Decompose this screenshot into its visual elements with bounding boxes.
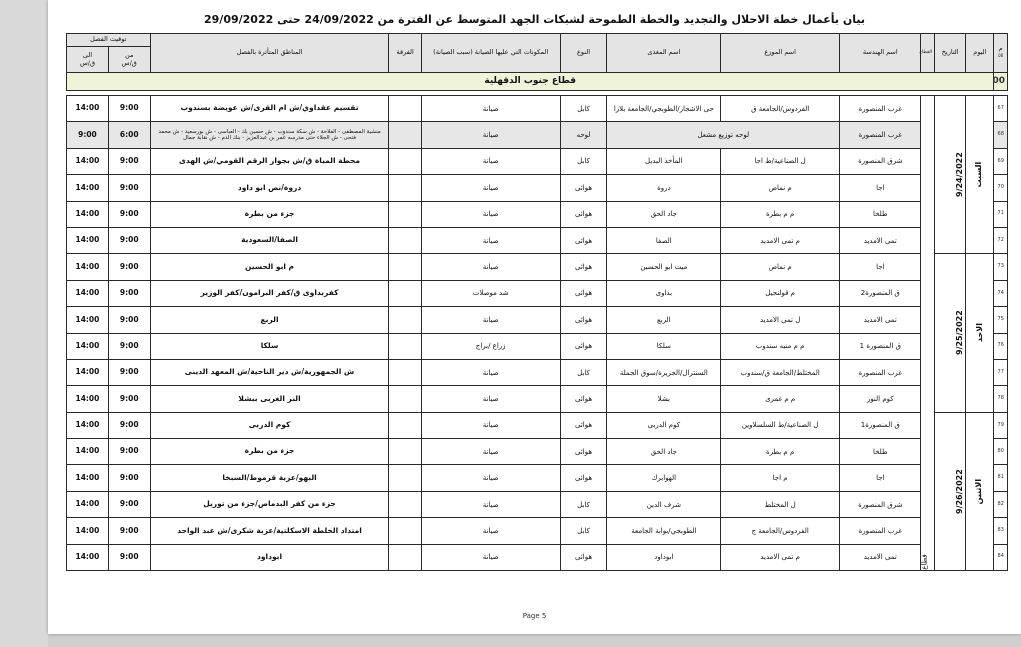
document-page	[48, 0, 1021, 634]
components-cell: صيانة	[421, 518, 560, 544]
page-number: Page 5	[522, 612, 547, 620]
distributor-cell: الفردوس/الجامعة ج	[721, 518, 840, 544]
to-time-cell: 14:00	[67, 386, 109, 412]
distributor-cell: م نماص	[721, 175, 840, 201]
table-row	[67, 201, 1008, 227]
distributor-cell: م قولنجيل	[721, 280, 840, 306]
type-cell: هوائى	[560, 333, 607, 359]
sector-vertical-cell-text: قطاع	[920, 554, 929, 570]
row-number: 78	[994, 386, 1008, 412]
from-time-cell: 9:00	[108, 96, 150, 122]
to-time-cell: 14:00	[67, 439, 109, 465]
team-cell	[389, 254, 421, 280]
row-number: 82	[994, 491, 1008, 517]
row-number: 76	[994, 333, 1008, 359]
type-cell: هوائى	[560, 412, 607, 438]
affected-areas-cell: كوم الدربى	[150, 412, 389, 438]
affected-areas-cell: البر الغربى ببشلا	[150, 386, 389, 412]
team-cell	[389, 333, 421, 359]
to-time-cell: 14:00	[67, 148, 109, 174]
engineering-cell: تمى الامديد	[840, 544, 921, 570]
affected-areas-cell: كفربداوى ق/كفر البرامون/كفر الوزير	[150, 280, 389, 306]
header-to: الى ق/س	[67, 47, 109, 73]
feeder-cell: بداوى	[607, 280, 721, 306]
components-cell: صيانة	[421, 412, 560, 438]
engineering-cell: ق المنصورة1	[840, 412, 921, 438]
team-cell	[389, 122, 421, 148]
team-cell	[389, 544, 421, 570]
distributor-cell: م م بطرة	[721, 201, 840, 227]
from-time-cell: 9:00	[108, 307, 150, 333]
row-number: 68	[994, 122, 1008, 148]
feeder-cell: الطوبجي/بوابة الجامعة	[607, 518, 721, 544]
team-cell	[389, 307, 421, 333]
feeder-cell: شرف الدين	[607, 491, 721, 517]
engineering-cell: غرب المنصورة	[840, 96, 921, 122]
team-cell	[389, 148, 421, 174]
type-cell: هوائى	[560, 386, 607, 412]
row-number: 75	[994, 307, 1008, 333]
type-cell: لوحه	[560, 122, 607, 148]
header-affected-areas: المناطق المتأثرة بالفصل	[150, 34, 389, 73]
day-cell-text: الاحد	[975, 323, 985, 343]
row-number: 71	[994, 201, 1008, 227]
row-number: 67	[994, 96, 1008, 122]
components-cell: صيانة	[421, 491, 560, 517]
table-header	[67, 34, 1008, 73]
table-row	[67, 122, 1008, 148]
feeder-cell: الربع	[607, 307, 721, 333]
from-time-cell: 9:00	[108, 359, 150, 385]
type-cell: هوائى	[560, 465, 607, 491]
day-cell	[966, 412, 994, 570]
day-cell-text: السبت	[974, 161, 984, 188]
to-time-cell: 14:00	[67, 96, 109, 122]
engineering-cell: غرب المنصورة	[840, 518, 921, 544]
to-time-cell: 9:00	[67, 122, 109, 148]
team-cell	[389, 96, 421, 122]
engineering-cell: اجا	[840, 254, 921, 280]
to-time-cell: 14:00	[67, 465, 109, 491]
from-time-cell: 9:00	[108, 465, 150, 491]
team-cell	[389, 518, 421, 544]
from-time-cell: 6:00	[108, 122, 150, 148]
affected-areas-cell: ابوداود	[150, 544, 389, 570]
from-time-cell: 9:00	[108, 544, 150, 570]
header-cut-time: توقيت الفصل	[67, 34, 151, 47]
feeder-cell: الهوابرك	[607, 465, 721, 491]
row-number: 84	[994, 544, 1008, 570]
to-time-cell: 14:00	[67, 227, 109, 253]
affected-areas-cell: جزء من بطرة	[150, 201, 389, 227]
row-number: 72	[994, 227, 1008, 253]
table-row	[67, 333, 1008, 359]
affected-areas-cell: تقسيم عقداوي/ش ام القرى/ش عويضة بسندوب	[150, 96, 389, 122]
to-time-cell: 14:00	[67, 491, 109, 517]
table-row	[67, 359, 1008, 385]
header-num: م 00	[994, 34, 1008, 73]
table-row	[67, 412, 1008, 438]
components-cell: صيانة	[421, 148, 560, 174]
components-cell: شد موصلات	[421, 280, 560, 306]
engineering-cell: تمى الامديد	[840, 227, 921, 253]
feeder-cell: ميت ابو الحسين	[607, 254, 721, 280]
affected-areas-cell: البهو/عزبة قرموط/السبخا	[150, 465, 389, 491]
distributor-cell: م اجا	[721, 465, 840, 491]
header-type: النوع	[560, 34, 607, 73]
engineering-cell: اجا	[840, 465, 921, 491]
components-cell: صيانة	[421, 307, 560, 333]
components-cell: زراع /براج	[421, 333, 560, 359]
affected-areas-cell: م ابو الحسين	[150, 254, 389, 280]
row-number: 74	[994, 280, 1008, 306]
from-time-cell: 9:00	[108, 412, 150, 438]
feeder-cell: حى الاشجار/الطوبجي/الجامعة بلازا	[607, 96, 721, 122]
table-row	[67, 465, 1008, 491]
header-sector: القطاع	[921, 34, 935, 73]
team-cell	[389, 386, 421, 412]
engineering-cell: شرق المنصورة	[840, 491, 921, 517]
distributor-cell: م تمى الامديد	[721, 227, 840, 253]
affected-areas-cell: سلكا	[150, 333, 389, 359]
table-row	[67, 254, 1008, 280]
components-cell: صيانة	[421, 254, 560, 280]
components-cell: صيانة	[421, 359, 560, 385]
affected-areas-cell: منشية المصطفى - الفلاحة - ش سكة سندوب - ش حسين بك - العباسى - ش بورسعيد - ش محمد فتحى - ش الجلاء حتى مدرسه عمر بن عبدالعزيز - بنك الدم - ش نقابة جمال	[150, 122, 389, 148]
row-number: 77	[994, 359, 1008, 385]
type-cell: هوائى	[560, 439, 607, 465]
type-cell: كابل	[560, 359, 607, 385]
distributor-cell: م م بطرة	[721, 439, 840, 465]
feeder-cell: بشلا	[607, 386, 721, 412]
to-time-cell: 14:00	[67, 201, 109, 227]
distributor-cell: م م غمرى	[721, 386, 840, 412]
feeder-cell: دروة	[607, 175, 721, 201]
table-row	[67, 175, 1008, 201]
sector-row	[67, 73, 1008, 91]
from-time-cell: 9:00	[108, 280, 150, 306]
components-cell: صيانة	[421, 465, 560, 491]
from-time-cell: 9:00	[108, 227, 150, 253]
sector-title: قطاع جنوب الدقهلية	[67, 73, 994, 91]
table-row	[67, 280, 1008, 306]
distributor-cell: م م منيه سندوب	[721, 333, 840, 359]
header-distributor: اسم الموزع	[721, 34, 840, 73]
table-row	[67, 227, 1008, 253]
type-cell: هوائى	[560, 280, 607, 306]
table-row	[67, 96, 1008, 122]
components-cell: صيانة	[421, 386, 560, 412]
team-cell	[389, 491, 421, 517]
row-number: 69	[994, 148, 1008, 174]
row-number: 79	[994, 412, 1008, 438]
team-cell	[389, 412, 421, 438]
affected-areas-cell: الصفا/السعودية	[150, 227, 389, 253]
table-row	[67, 307, 1008, 333]
distributor-cell: ل المختلط	[721, 491, 840, 517]
to-time-cell: 14:00	[67, 412, 109, 438]
components-cell: صيانة	[421, 175, 560, 201]
type-cell: هوائى	[560, 254, 607, 280]
affected-areas-cell: ش الجمهورية/ش دير الناحية/ش المعهد الدينى	[150, 359, 389, 385]
row-number: 81	[994, 465, 1008, 491]
components-cell: صيانة	[421, 201, 560, 227]
table-row	[67, 386, 1008, 412]
viewer-left-margin	[0, 0, 48, 647]
components-cell: صيانة	[421, 122, 560, 148]
team-cell	[389, 280, 421, 306]
engineering-cell: شرق المنصورة	[840, 148, 921, 174]
affected-areas-cell: دروة/نص ابو داود	[150, 175, 389, 201]
to-time-cell: 14:00	[67, 544, 109, 570]
header-feeder: اسم المغذى	[607, 34, 721, 73]
engineering-cell: اجا	[840, 175, 921, 201]
table-row	[67, 439, 1008, 465]
affected-areas-cell: جزء من كفر البدماص/جزء من توريل	[150, 491, 389, 517]
maintenance-schedule-table	[66, 33, 1008, 571]
table-row	[67, 518, 1008, 544]
type-cell: كابل	[560, 491, 607, 517]
date-cell	[935, 412, 966, 570]
row-number: 80	[994, 439, 1008, 465]
affected-areas-cell: امتداد الخلطة الاسكلتية/عزبة شكرى/ش عبد الواحد	[150, 518, 389, 544]
table-row	[67, 148, 1008, 174]
to-time-cell: 14:00	[67, 280, 109, 306]
header-date: التاريخ	[935, 34, 966, 73]
distributor-cell: ل الصناعية/ط السلسلاوين	[721, 412, 840, 438]
header-from: من ق/س	[108, 47, 150, 73]
affected-areas-cell: الربع	[150, 307, 389, 333]
from-time-cell: 9:00	[108, 491, 150, 517]
from-time-cell: 9:00	[108, 439, 150, 465]
type-cell: كابل	[560, 518, 607, 544]
row-number: 70	[994, 175, 1008, 201]
distributor-cell: ل تمى الامديد	[721, 307, 840, 333]
date-cell-text: 9/24/2022	[954, 152, 964, 198]
feeder-cell: المأخذ البديل	[607, 148, 721, 174]
table-body	[67, 73, 1008, 571]
distributor-feeder-cell: لوحه توزيع مشعل	[607, 122, 840, 148]
header-day: اليوم	[966, 34, 994, 73]
day-cell	[966, 254, 994, 412]
to-time-cell: 14:00	[67, 333, 109, 359]
affected-areas-cell: محطة المياة ق/ش بجوار الرقم القومي/ش الهدى	[150, 148, 389, 174]
header-engineering: اسم الهندسة	[840, 34, 921, 73]
type-cell: كابل	[560, 148, 607, 174]
feeder-cell: جاد الحق	[607, 201, 721, 227]
from-time-cell: 9:00	[108, 254, 150, 280]
from-time-cell: 9:00	[108, 518, 150, 544]
type-cell: هوائى	[560, 201, 607, 227]
date-cell	[935, 254, 966, 412]
team-cell	[389, 359, 421, 385]
distributor-cell: ل الصناعية/ط اجا	[721, 148, 840, 174]
table-row	[67, 544, 1008, 570]
type-cell: هوائى	[560, 175, 607, 201]
to-time-cell: 14:00	[67, 518, 109, 544]
row-number: 73	[994, 254, 1008, 280]
engineering-cell: تمى الامديد	[840, 307, 921, 333]
to-time-cell: 14:00	[67, 254, 109, 280]
date-cell-text: 9/25/2022	[954, 310, 964, 356]
feeder-cell: الصفا	[607, 227, 721, 253]
team-cell	[389, 439, 421, 465]
feeder-cell: سلكا	[607, 333, 721, 359]
team-cell	[389, 175, 421, 201]
components-cell: صيانة	[421, 96, 560, 122]
header-team: الفرقة	[389, 34, 421, 73]
engineering-cell: طلخا	[840, 439, 921, 465]
team-cell	[389, 201, 421, 227]
type-cell: هوائى	[560, 227, 607, 253]
day-cell-text: الاثنين	[974, 478, 984, 505]
feeder-cell: السنترال/الجزيرة/سوق الجملة	[607, 359, 721, 385]
engineering-cell: ق المنصورة2	[840, 280, 921, 306]
type-cell: هوائى	[560, 544, 607, 570]
sector-vertical-cell	[921, 96, 935, 571]
type-cell: هوائى	[560, 307, 607, 333]
sector-marker: 00	[994, 73, 1008, 91]
components-cell: صيانة	[421, 544, 560, 570]
engineering-cell: كوم النور	[840, 386, 921, 412]
feeder-cell: جاد الحق	[607, 439, 721, 465]
document-title: بيان بأعمال خطة الاحلال والتجديد والخطة الطموحة لشبكات الجهد المتوسط عن الفترة من 24/09/2022 حتى 29/09/2022	[204, 13, 865, 26]
engineering-cell: طلخا	[840, 201, 921, 227]
to-time-cell: 14:00	[67, 175, 109, 201]
row-number: 83	[994, 518, 1008, 544]
engineering-cell: غرب المنصورة	[840, 359, 921, 385]
components-cell: صيانة	[421, 439, 560, 465]
from-time-cell: 9:00	[108, 201, 150, 227]
type-cell: كابل	[560, 96, 607, 122]
components-cell: صيانة	[421, 227, 560, 253]
table-row	[67, 491, 1008, 517]
from-time-cell: 9:00	[108, 386, 150, 412]
feeder-cell: ابوداود	[607, 544, 721, 570]
distributor-cell: الفردوس/الجامعة ق	[721, 96, 840, 122]
to-time-cell: 14:00	[67, 307, 109, 333]
distributor-cell: المختلط/الجامعة ق/سندوب	[721, 359, 840, 385]
engineering-cell: ق المنصورة 1	[840, 333, 921, 359]
header-components: المكونات التي عليها الصيانة (سبب الصيانة)	[421, 34, 560, 73]
team-cell	[389, 227, 421, 253]
distributor-cell: م تمى الامديد	[721, 544, 840, 570]
date-cell-text: 9/26/2022	[954, 468, 964, 514]
day-cell	[966, 96, 994, 254]
team-cell	[389, 465, 421, 491]
from-time-cell: 9:00	[108, 148, 150, 174]
from-time-cell: 9:00	[108, 175, 150, 201]
distributor-cell: م نماص	[721, 254, 840, 280]
from-time-cell: 9:00	[108, 333, 150, 359]
date-cell	[935, 96, 966, 254]
engineering-cell: غرب المنصورة	[840, 122, 921, 148]
to-time-cell: 14:00	[67, 359, 109, 385]
feeder-cell: كوم الدربى	[607, 412, 721, 438]
affected-areas-cell: جزء من بطرة	[150, 439, 389, 465]
